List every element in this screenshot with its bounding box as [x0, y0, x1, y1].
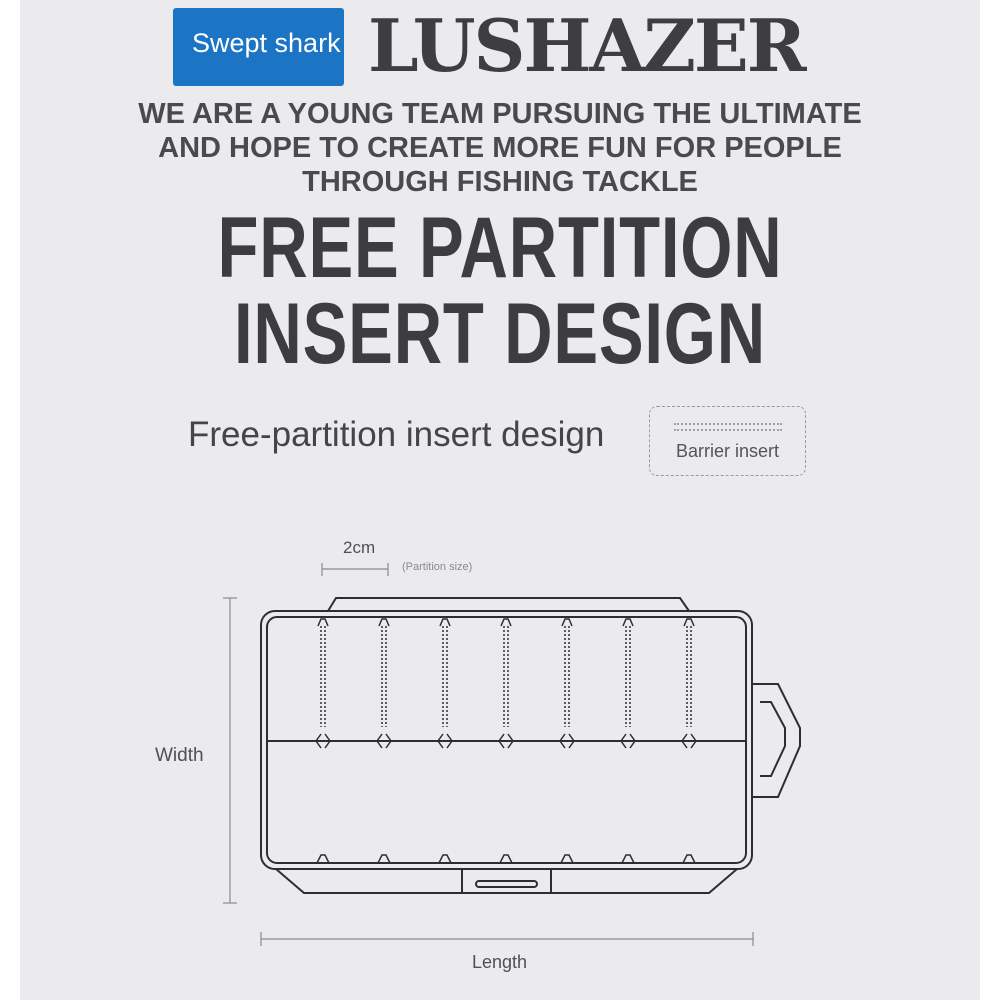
box-handle-grip	[760, 702, 785, 776]
brand-badge[interactable]: Swept shark	[173, 8, 344, 86]
mission-line: THROUGH FISHING TACKLE	[302, 166, 698, 198]
box-side-handle	[752, 684, 800, 797]
headline-line: INSERT DESIGN	[234, 286, 766, 382]
width-dimension-line	[223, 598, 237, 903]
partition-dimension-line	[322, 563, 388, 576]
box-latch-slot	[476, 881, 537, 887]
brand-logo-text: LUSHAZER	[368, 3, 805, 88]
barrier-insert-label: Barrier insert	[675, 441, 780, 461]
length-label: Length	[472, 952, 528, 972]
partition-size-label: 2cm	[343, 538, 376, 557]
width-label: Width	[155, 745, 204, 766]
box-hinge-top	[328, 598, 689, 611]
mission-line: WE ARE A YOUNG TEAM PURSUING THE ULTIMATE	[138, 98, 862, 130]
partition-size-note: (Partition size)	[402, 561, 473, 573]
mission-line: AND HOPE TO CREATE MORE FUN FOR PEOPLE	[158, 132, 842, 164]
length-dimension-line	[261, 932, 753, 946]
headline-line: FREE PARTITION	[217, 200, 783, 296]
subtitle: Free-partition insert design	[188, 415, 605, 454]
